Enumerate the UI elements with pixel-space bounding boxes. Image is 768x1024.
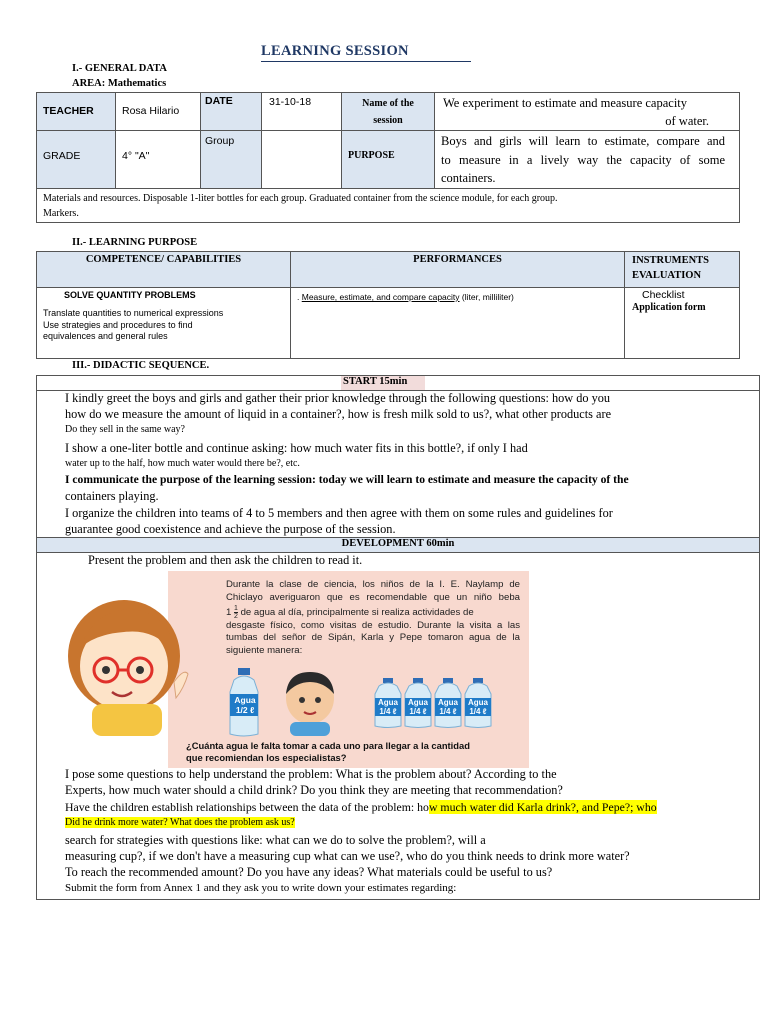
session-label-1: Name of the (362, 98, 414, 109)
general-data-heading: I.- GENERAL DATA (72, 63, 167, 74)
fraction-whole: 1 (226, 606, 232, 618)
dev-p1: I pose some questions to help understand the problem: What is the problem about? According to the (65, 767, 557, 781)
bottle-quarter-1-label-1: Agua (378, 698, 398, 707)
materials-line-2: Markers. (43, 207, 79, 219)
competence-cell (37, 288, 291, 359)
start-2-b: water up to the half, how much water would there be?, etc. (65, 458, 300, 469)
date-cell (262, 93, 342, 131)
grade-label: GRADE (43, 150, 81, 162)
performance-underlined: Measure, estimate, and compare capacity (301, 292, 460, 302)
session-name-2: of water. (665, 114, 709, 128)
problem-line-3-rest: de agua al día, principalmente si realiza actividades de (240, 606, 474, 618)
start-3-a: I communicate the purpose of the learning session: today we will learn to estimate and measure the capacity of the (65, 473, 629, 486)
problem-question-1: ¿Cuánta agua le falta tomar a cada uno para llegar a la cantidad (186, 740, 470, 751)
instruments-cell (625, 288, 740, 359)
bottle-half-label-1: Agua (234, 695, 256, 705)
problem-line-2: Chiclayo averiguaron que es recomendable que un niño beba (226, 591, 520, 603)
instruments-header-2: EVALUATION (632, 270, 702, 281)
purpose-cell (435, 131, 740, 189)
boy-illustration (274, 668, 346, 736)
problem-line-3 (226, 605, 520, 620)
dev-p3-highlight: w much water did Karla drink?, and Pepe?; who (428, 800, 657, 814)
session-name-1: We experiment to estimate and measure capacity (443, 96, 688, 110)
purpose-line-3: containers. (441, 171, 496, 185)
fraction-denominator: 2 (234, 612, 238, 620)
bottle-quarter-3 (432, 678, 464, 728)
bottle-half-label-2: 1/2 ℓ (235, 705, 255, 715)
start-4-b: guarantee good coexistence and achieve the purpose of the session. (65, 522, 396, 536)
dev-p7: To reach the recommended amount? Do you have any ideas? What materials could be useful to us? (65, 865, 553, 879)
grade-cell (116, 131, 201, 189)
problem-question (186, 740, 470, 764)
start-3-b: containers playing. (65, 489, 159, 503)
problem-text (226, 579, 520, 658)
start-header: START 15min (341, 376, 425, 390)
competence-header: COMPETENCE/ CAPABILITIES (85, 254, 242, 265)
dev-p4-highlight: Did he drink more water? What does the problem ask us? (65, 817, 295, 828)
dev-p3-start: Have the children establish relationships between the data of the problem: ho (65, 800, 429, 814)
performance-cell (291, 288, 625, 359)
capability-2: Use strategies and procedures to find (43, 319, 193, 330)
performances-header: PERFORMANCES (413, 254, 502, 265)
grade-label-cell (37, 131, 116, 189)
group-label-cell (201, 131, 262, 189)
area-label: AREA: Mathematics (72, 78, 167, 89)
instrument-checklist: Checklist (642, 289, 685, 301)
didactic-heading: III.- DIDACTIC SEQUENCE. (72, 360, 210, 371)
group-cell (262, 131, 342, 189)
instruments-header-1: INSTRUMENTS (632, 255, 710, 266)
bottle-quarter-4-label-2: 1/4 ℓ (469, 707, 487, 716)
purpose-label: PURPOSE (348, 150, 395, 161)
bottle-quarter-4 (462, 678, 494, 728)
dev-p2: Experts, how much water should a child drink? Do you think they are meeting that recommendation? (65, 783, 563, 797)
session-label-2: session (373, 115, 403, 126)
bottle-half-label (228, 695, 262, 715)
date-label: DATE (205, 95, 233, 107)
bottle-quarter-1-label-2: 1/4 ℓ (379, 707, 397, 716)
girl-illustration (66, 598, 196, 738)
learning-purpose-heading: II.- LEARNING PURPOSE (72, 237, 198, 248)
dev-1: Present the problem and then ask the children to read it. (88, 553, 363, 567)
dev-p5: search for strategies with questions like: what can we do to solve the problem?, will a (65, 833, 486, 847)
performance-rest: (liter, milliliter) (459, 292, 514, 302)
competence-header-cell (37, 252, 291, 288)
bottle-quarter-2-label-2: 1/4 ℓ (409, 707, 427, 716)
bottle-quarter-2-label-1: Agua (408, 698, 428, 707)
purpose-line-1: Boys and girls will learn to estimate, compare and (441, 134, 725, 148)
problem-line-4: desgaste físico, como visitas de estudio. Durante la visita a las (226, 619, 520, 631)
bottle-quarter-3-label-1: Agua (438, 698, 458, 707)
teacher-label: TEACHER (43, 105, 94, 117)
bottle-quarter-1 (372, 678, 404, 728)
purpose-label-cell (342, 131, 435, 189)
performances-header-cell (291, 252, 625, 288)
learning-purpose-table (36, 251, 740, 359)
bottle-quarter-4-label-1: Agua (468, 698, 488, 707)
development-header: DEVELOPMENT 60min (341, 538, 455, 549)
grade-value: 4° "A" (122, 150, 150, 162)
start-1-b: how do we measure the amount of liquid in a container?, how is fresh milk sold to us?, what other products are (65, 407, 612, 421)
capability-1: Translate quantities to numerical expressions (43, 308, 224, 318)
start-1-c: Do they sell in the same way? (65, 424, 185, 435)
problem-line-6: siguiente manera: (226, 645, 303, 657)
performance-prefix: . (297, 292, 302, 302)
problem-line-5: tumbas del señor de Sipán, Karla y Pepe tomaron agua de la (226, 632, 520, 644)
session-label-cell (342, 93, 435, 131)
start-2-a: I show a one-liter bottle and continue asking: how much water fits in this bottle?, if only I had (65, 441, 528, 455)
dev-p6: measuring cup?, if we don't have a measuring cup what can we use?, who do you think needs to drink more water? (65, 849, 630, 863)
instrument-form: Application form (632, 302, 706, 313)
session-name-cell (435, 93, 740, 131)
dev-p3 (65, 800, 657, 815)
general-data-table (36, 92, 740, 223)
bottle-quarter-2 (402, 678, 434, 728)
materials-line-1: Materials and resources. Disposable 1-liter bottles for each group. Graduated container from the science module, for each group. (43, 192, 558, 204)
instruments-header-cell (625, 252, 740, 288)
purpose-line-2: to measure in a lively way the capacity of some (441, 152, 725, 167)
materials-cell (37, 188, 740, 222)
problem-question-2: que recomiendan los especialistas? (186, 752, 347, 763)
fraction-numerator: 1 (234, 604, 238, 612)
problem-line-1: Durante la clase de ciencia, los niños de la I. E. Naylamp de (226, 579, 520, 590)
capability-3: equivalences and general rules (43, 331, 168, 341)
group-label: Group (205, 135, 235, 147)
teacher-name: Rosa Hilario (122, 105, 180, 117)
date-value: 31-10-18 (269, 96, 312, 108)
page-title: LEARNING SESSION (261, 43, 471, 62)
competence-title: SOLVE QUANTITY PROBLEMS (64, 290, 196, 300)
date-label-cell (201, 93, 262, 131)
dev-p4 (65, 817, 295, 828)
start-4-a: I organize the children into teams of 4 to 5 members and then agree with them on some rules and guidelines for (65, 506, 613, 520)
teacher-cell (116, 93, 201, 131)
start-1-a: I kindly greet the boys and girls and gather their prior knowledge through the following questions: how do you (65, 391, 611, 405)
bottle-quarter-3-label-2: 1/4 ℓ (439, 707, 457, 716)
dev-p8: Submit the form from Annex 1 and they ask you to write down your estimates regarding: (65, 882, 457, 894)
teacher-label-cell (37, 93, 116, 131)
